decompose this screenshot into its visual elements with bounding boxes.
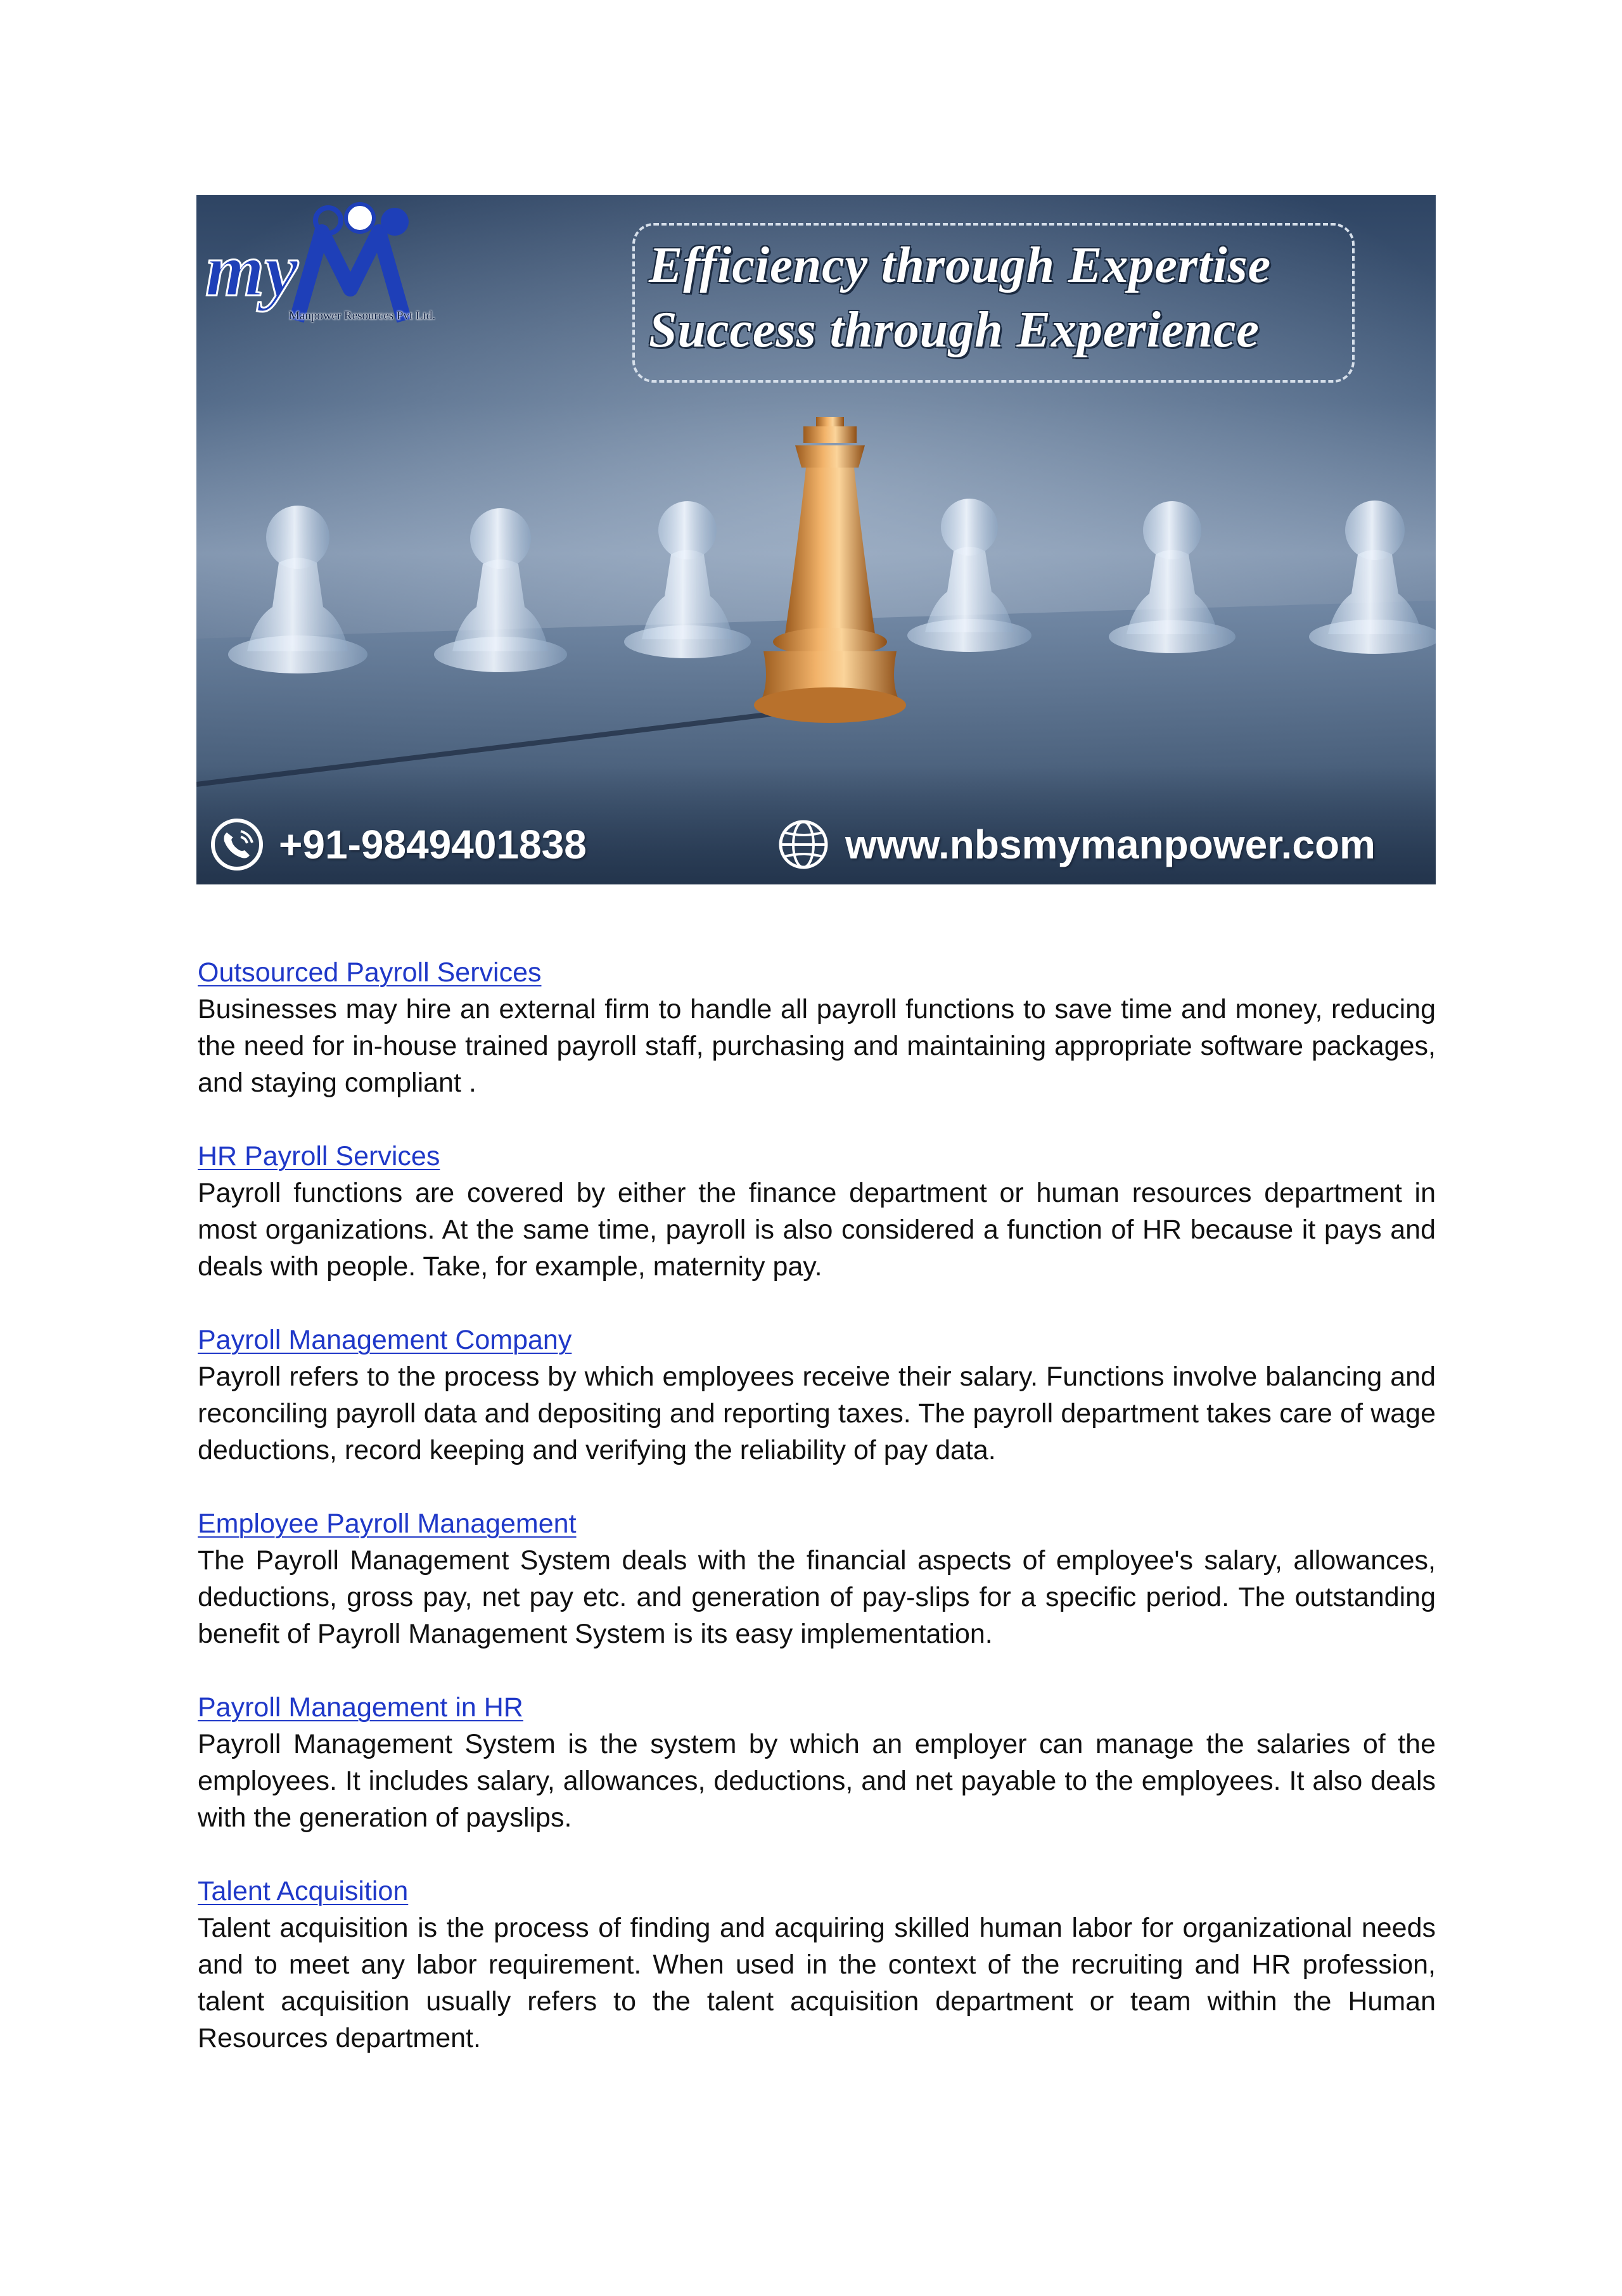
article-content [198,954,1436,2093]
section-payroll-management-company [198,1322,1436,1469]
section-outsourced-payroll [198,954,1436,1101]
slogan-box [632,223,1355,383]
section-payroll-management-hr [198,1689,1436,1836]
section-body-employee-payroll-management: The Payroll Management System deals with the financial aspects of employee's salary, allowances, deductions, gross pay, net pay etc. and generation of pay-slips for a specific period. The outstanding benefit of Payroll Management System is its easy implementation. [198,1545,1436,1649]
link-outsourced-payroll-services[interactable]: Outsourced Payroll Services [198,957,542,988]
globe-icon [774,816,833,873]
section-body-outsourced-payroll: Businesses may hire an external firm to handle all payroll functions to save time and money, reducing the need for in-house trained payroll staff, purchasing and maintaining appropriate software packages, and staying compliant . [198,994,1436,1098]
website-url: www.nbsmymanpower.com [845,822,1376,867]
link-payroll-management-in-hr[interactable]: Payroll Management in HR [198,1692,523,1723]
slogan-line-1: Efficiency through Expertise [649,238,1272,293]
hero-banner [196,195,1436,884]
section-talent-acquisition [198,1873,1436,2057]
svg-text:my: my [205,227,298,312]
section-body-talent-acquisition: Talent acquisition is the process of finding and acquiring skilled human labor for organizational needs and to meet any labor requirement. When used in the context of the recruiting and HR profession, talent acquisition usually refers to the talent acquisition department or team within the Human Resources department. [198,1913,1436,2053]
contact-phone [207,816,587,873]
phone-number: +91-9849401838 [279,822,587,867]
logo-tagline: Manpower Resources Pvt Ltd. [289,309,436,322]
section-hr-payroll [198,1138,1436,1285]
company-logo [201,200,493,346]
link-employee-payroll-management[interactable]: Employee Payroll Management [198,1508,577,1539]
slogan-line-2: Success through Experience [649,302,1260,358]
phone-icon [207,816,270,873]
section-body-payroll-management-company: Payroll refers to the process by which employees receive their salary. Functions involve balancing and reconciling payroll data and depositing and reporting taxes. The payroll department takes care of wage deductions, record keeping and verifying the reliability of pay data. [198,1362,1436,1465]
section-body-hr-payroll: Payroll functions are covered by either the finance department or human resources department in most organizations. At the same time, payroll is also considered a function of HR because it pays and deals with people. Take, for example, maternity pay. [198,1178,1436,1282]
contact-website [774,816,1376,873]
section-body-payroll-management-hr: Payroll Management System is the system by which an employer can manage the salaries of the employees. It includes salary, allowances, deductions, and net payable to the employees. It also deals with the generation of payslips. [198,1729,1436,1833]
link-payroll-management-company[interactable]: Payroll Management Company [198,1325,572,1355]
link-talent-acquisition[interactable]: Talent Acquisition [198,1876,409,1906]
link-hr-payroll-services[interactable]: HR Payroll Services [198,1141,440,1171]
section-employee-payroll-management [198,1505,1436,1652]
